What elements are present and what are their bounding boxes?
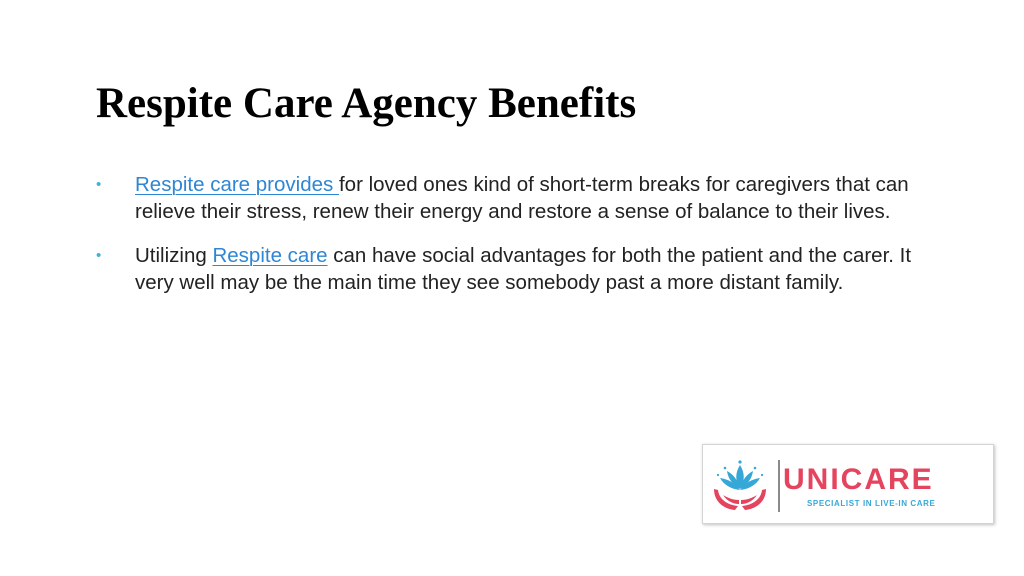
bullet-list: [96, 172, 946, 314]
bullet-item: [96, 172, 946, 225]
respite-care-provides-link[interactable]: Respite care provides: [135, 173, 339, 196]
slide-title: Respite Care Agency Benefits: [96, 80, 637, 127]
logo-name: UNICARE: [783, 463, 934, 496]
logo-divider: [778, 460, 780, 512]
unicare-logo: [702, 444, 994, 524]
bullet-text: can have social advantages for both the patient and the carer. It very well may be the main time they see somebody past a more distant family.: [135, 244, 912, 294]
bullet-marker: •: [96, 247, 102, 264]
bullet-text: for loved ones kind of short-term breaks for caregivers that can relieve their stress, renew their energy and restore a sense of balance to their lives.: [135, 173, 909, 223]
bullet-text-lead: Utilizing: [135, 244, 213, 267]
bullet-item: [96, 243, 946, 296]
lotus-hands-icon: [711, 459, 769, 515]
respite-care-link[interactable]: Respite care: [212, 244, 328, 267]
bullet-marker: •: [96, 176, 102, 193]
logo-tagline: SPECIALIST IN LIVE-IN CARE: [807, 499, 936, 508]
